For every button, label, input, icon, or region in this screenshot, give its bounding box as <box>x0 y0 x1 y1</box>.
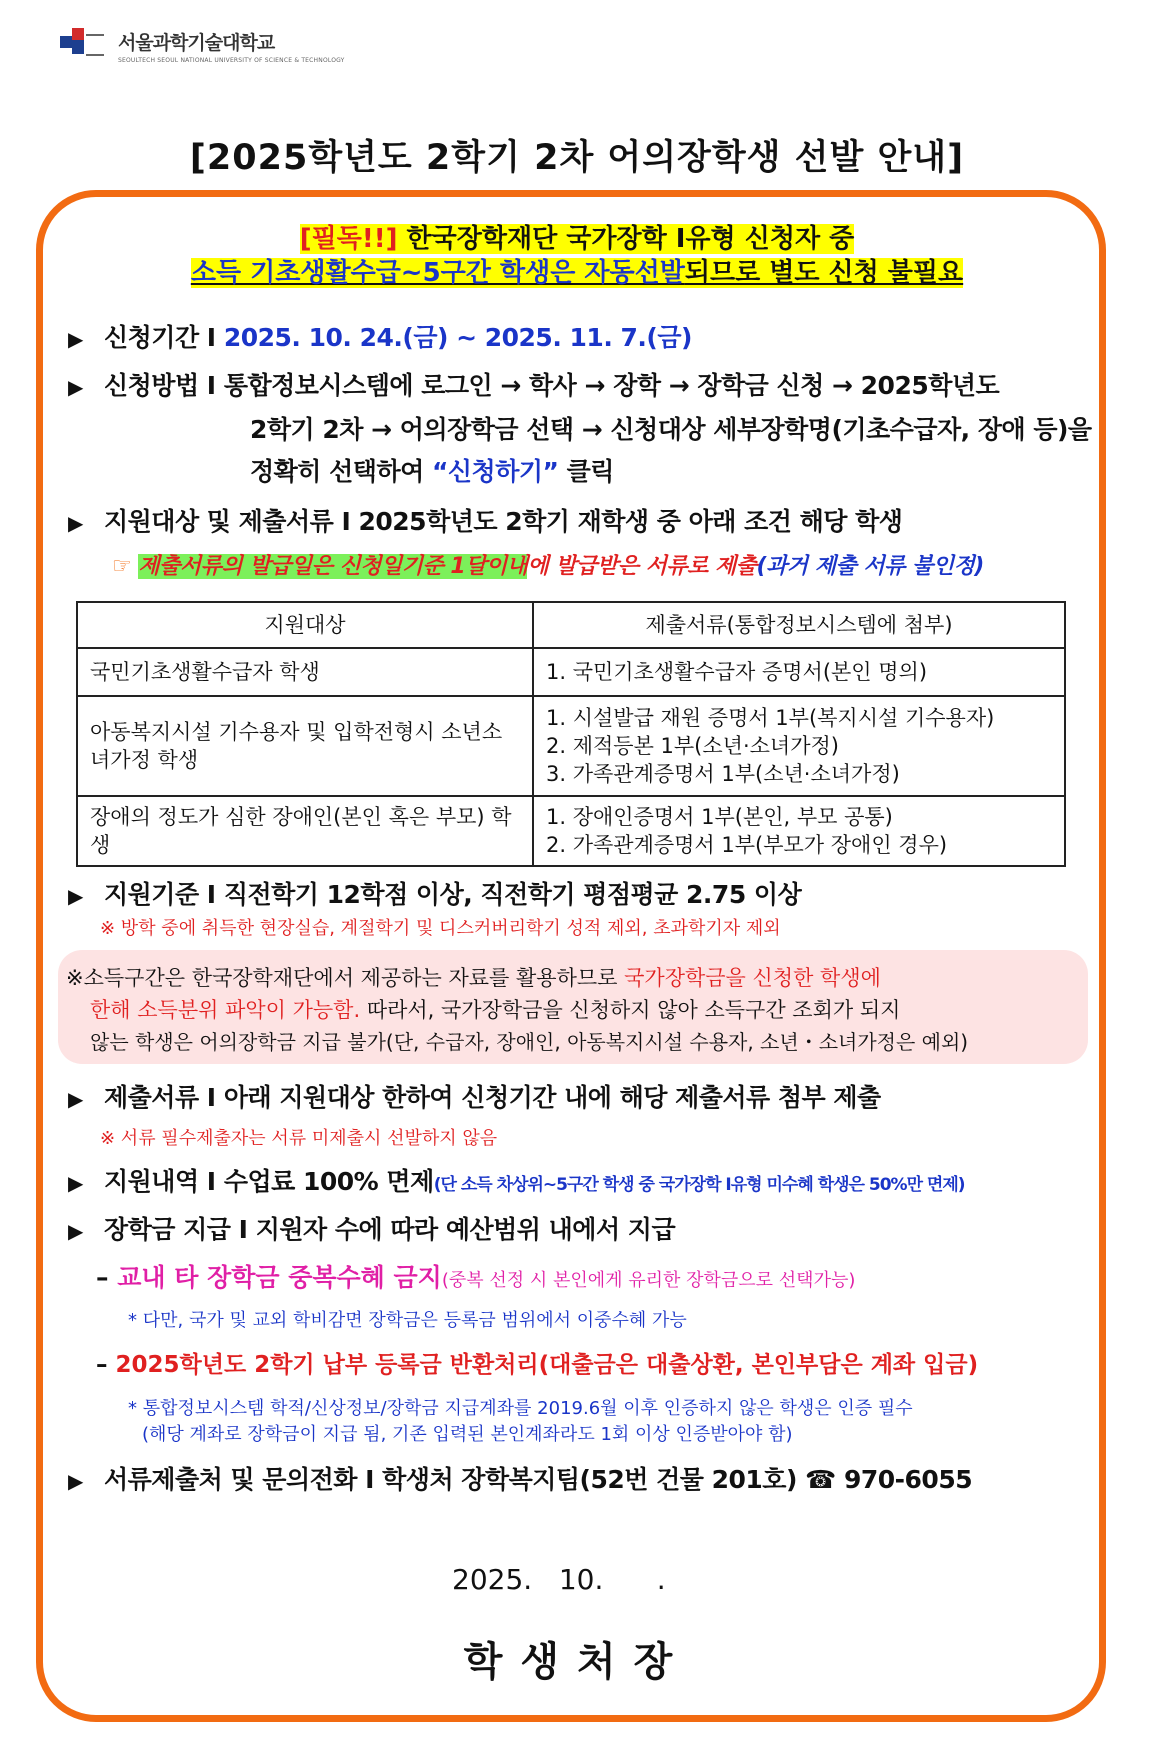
table-cell-documents: 1. 장애인증명서 1부(본인, 부모 공통) 2. 가족관계증명서 1부(부모가 장애인 경우) <box>533 796 1065 866</box>
document-date-note <box>112 549 984 580</box>
support-target-value: 2025학년도 2학기 재학생 중 아래 조건 해당 학생 <box>358 507 903 536</box>
contact-office: 학생처 장학복지팀(52번 건물 201호) <box>382 1465 797 1494</box>
support-detail-value: 수업료 100% 면제 <box>223 1167 434 1196</box>
document-date-rest: 에 발급받은 서류로 제출 <box>527 554 757 579</box>
scholarship-payment <box>68 1210 675 1246</box>
submit-documents <box>68 1078 881 1114</box>
notice-line-2-text: 되므로 별도 신청 불필요 <box>684 258 964 288</box>
payment-value: 지원자 수에 따라 예산범위 내에서 지급 <box>255 1215 676 1244</box>
apply-method-line-3: 정확히 선택하여 “신청하기” 클릭 <box>250 457 614 486</box>
notice-line-1 <box>0 218 1154 255</box>
submit-documents-value: 아래 지원대상 한하여 신청기간 내에 해당 제출서류 첨부 제출 <box>223 1083 881 1112</box>
apply-method <box>68 366 999 402</box>
payment-account-note-2: (해당 계좌로 장학금이 지급 됨, 기존 입력된 본인계좌라도 1회 이상 인증받아야 함) <box>142 1424 793 1445</box>
apply-period-value: 2025. 10. 24.(금) ~ 2025. 11. 7.(금) <box>223 323 692 352</box>
announcement-date: 2025. 10. . <box>452 1563 666 1596</box>
contact-label: 서류제출처 및 문의전화 Ⅰ <box>104 1465 374 1494</box>
support-detail-label: 지원내역 Ⅰ <box>104 1167 216 1196</box>
triangle-bullet-icon: ▶ <box>68 511 83 535</box>
submit-documents-note: ※ 서류 필수제출자는 서류 미제출시 선발하지 않음 <box>100 1128 498 1149</box>
phone-icon: ☎ <box>805 1465 836 1494</box>
table-cell-target: 국민기초생활수급자 학생 <box>77 648 533 696</box>
notice-line-1-text: 한국장학재단 국가장학 Ⅰ유형 신청자 중 <box>397 224 855 254</box>
table-cell-target: 장애의 정도가 심한 장애인(본인 혹은 부모) 학생 <box>77 796 533 866</box>
pointing-hand-icon: ☞ <box>112 554 132 579</box>
triangle-bullet-icon: ▶ <box>68 884 83 908</box>
table-header-target: 지원대상 <box>77 602 533 648</box>
university-logo <box>60 28 345 64</box>
document-date-highlight: 제출서류의 발급일은 신청일기준 1달이내 <box>138 554 528 579</box>
apply-method-line-1: 통합정보시스템에 로그인 → 학사 → 장학 → 장학금 신청 → 2025학년도 <box>223 371 1000 400</box>
support-criteria <box>68 875 801 911</box>
table-row <box>77 648 1065 696</box>
support-detail-exception: (단 소득 차상위~5구간 학생 중 국가장학 Ⅰ유형 미수혜 학생은 50%만 면제) <box>433 1175 965 1195</box>
notice-must-read: [필독!!] <box>299 224 398 254</box>
table-header-documents: 제출서류(통합정보시스템에 첨부) <box>533 602 1065 648</box>
support-target-label: 지원대상 및 제출서류 Ⅰ <box>104 507 351 536</box>
notice-auto-select: 소득 기초생활수급~5구간 학생은 자동선발 <box>190 258 685 288</box>
payment-item-duplicate-note: * 다만, 국가 및 교외 학비감면 장학금은 등록금 범위에서 이중수혜 가능 <box>128 1310 687 1331</box>
payment-item-refund: – 2025학년도 2학기 납부 등록금 반환처리(대출금은 대출상환, 본인부담은 계좌 입금) <box>96 1352 979 1378</box>
support-criteria-label: 지원기준 Ⅰ <box>104 880 216 909</box>
triangle-bullet-icon: ▶ <box>68 375 83 399</box>
triangle-bullet-icon: ▶ <box>68 1219 83 1243</box>
logo-name: 서울과학기술대학교 <box>118 32 275 54</box>
past-documents-not-accepted: (과거 제출 서류 불인정) <box>756 554 984 579</box>
support-target <box>68 502 902 538</box>
apply-method-line-2: 2학기 2차 → 어의장학금 선택 → 신청대상 세부장학명(기초수급자, 장애 등)을 <box>250 415 1092 444</box>
income-notice-line-3: 않는 학생은 어의장학금 지급 불가(단, 수급자, 장애인, 아동복지시설 수용자, 소년・소녀가정은 예외) <box>90 1030 969 1054</box>
triangle-bullet-icon: ▶ <box>68 327 83 351</box>
contact <box>68 1460 972 1496</box>
table-row <box>77 796 1065 866</box>
eligibility-table <box>76 601 1066 867</box>
triangle-bullet-icon: ▶ <box>68 1087 83 1111</box>
support-criteria-value: 직전학기 12학점 이상, 직전학기 평점평균 2.75 이상 <box>223 880 802 909</box>
notice-line-2 <box>0 252 1154 289</box>
table-cell-target: 아동복지시설 기수용자 및 입학전형시 소년소녀가정 학생 <box>77 696 533 796</box>
logo-subtitle: SEOULTECH SEOUL NATIONAL UNIVERSITY OF SCIENCE & TECHNOLOGY <box>118 57 345 64</box>
contact-phone: 970-6055 <box>843 1465 973 1494</box>
submit-documents-label: 제출서류 Ⅰ <box>104 1083 216 1112</box>
payment-item-duplicate: – 교내 타 장학금 중복수혜 금지(중복 선정 시 본인에게 유리한 장학금으로 선택가능) <box>96 1263 856 1292</box>
issuer-signature: 학생처장 <box>463 1639 691 1685</box>
apply-method-label: 신청방법 Ⅰ <box>104 371 216 400</box>
triangle-bullet-icon: ▶ <box>68 1469 83 1493</box>
seoultech-logo-mark <box>60 28 114 58</box>
support-detail <box>68 1162 965 1198</box>
table-header-row <box>77 602 1065 648</box>
income-notice-line-1: ※소득구간은 한국장학재단에서 제공하는 자료를 활용하므로 국가장학금을 신청한 학생에 <box>66 966 881 990</box>
apply-period-label: 신청기간 Ⅰ <box>104 323 216 352</box>
apply-button-quote: “신청하기” <box>431 457 559 486</box>
payment-account-note-1: * 통합정보시스템 학적/신상정보/장학금 지급계좌를 2019.6월 이후 인증하지 않은 학생은 인증 필수 <box>128 1398 913 1419</box>
support-criteria-note: ※ 방학 중에 취득한 현장실습, 계절학기 및 디스커버리학기 성적 제외, 초과학기자 제외 <box>100 918 781 939</box>
page-title: [2025학년도 2학기 2차 어의장학생 선발 안내] <box>189 138 965 178</box>
table-cell-documents: 1. 국민기초생활수급자 증명서(본인 명의) <box>533 648 1065 696</box>
payment-label: 장학금 지급 Ⅰ <box>104 1215 248 1244</box>
table-row <box>77 696 1065 796</box>
triangle-bullet-icon: ▶ <box>68 1171 83 1195</box>
apply-period <box>68 318 692 354</box>
table-cell-documents: 1. 시설발급 재원 증명서 1부(복지시설 기수용자) 2. 제적등본 1부(소년·소녀가정) 3. 가족관계증명서 1부(소년·소녀가정) <box>533 696 1065 796</box>
income-notice-line-2: 한해 소득분위 파악이 가능함. 따라서, 국가장학금을 신청하지 않아 소득구간 조회가 되지 <box>90 998 901 1022</box>
